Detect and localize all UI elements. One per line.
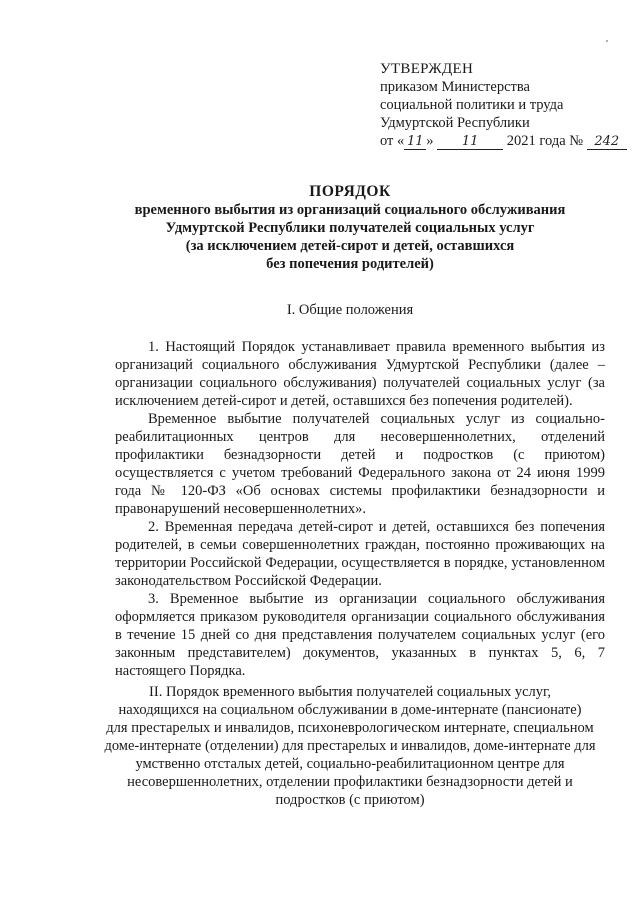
date-month: 11 xyxy=(437,134,503,150)
title-line-3: (за исключением детей-сирот и детей, оставшихся xyxy=(185,238,515,254)
section-2-line-4: доме-интернате (отделении) для престарелых и инвалидов, доме-интернате для xyxy=(104,738,596,754)
section-1-heading: I. Общие положения xyxy=(286,302,414,318)
order-number: 242 xyxy=(587,134,627,150)
paragraph-3: 3. Временное выбытие из организации социального обслуживания оформляется приказом руководителя организации социального обслуживания в течение 15 дней со дня представления получателем социальных услуг (его законным представителем) документов, указанных в пунктах 5, 6, 7 настоящего Порядка. xyxy=(115,591,605,679)
section-2-line-3: для престарелых и инвалидов, психоневрологическом интернате, специальном xyxy=(106,720,594,736)
section-2-line-6: несовершеннолетних, отделении профилактики безнадзорности детей и xyxy=(127,774,573,790)
scan-speck xyxy=(606,40,608,42)
paragraph-2: 2. Временная передача детей-сирот и детей, оставшихся без попечения родителей, в семьи совершеннолетних граждан, постоянно проживающих на территории Российской Федерации, осуществляется в порядке, установленном законодательством Российской Федерации. xyxy=(115,519,605,589)
approval-line-3: Удмуртской Республики xyxy=(380,115,530,131)
title-line-4: без попечения родителей) xyxy=(266,256,434,272)
date-prefix: от « xyxy=(380,133,405,149)
title-line-2: Удмуртской Республики получателей социальных услуг xyxy=(165,220,535,236)
section-2-line-2: находящихся на социальном обслуживании в доме-интернате (пансионате) xyxy=(118,702,582,718)
approval-line-1: приказом Министерства xyxy=(380,79,530,95)
document-title xyxy=(100,183,600,273)
date-day: 11 xyxy=(404,134,426,150)
approval-date-line xyxy=(380,132,627,150)
approval-heading: УТВЕРЖДЕН xyxy=(380,61,474,77)
section-2-line-7: подростков (с приютом) xyxy=(275,792,425,808)
section-1-body xyxy=(115,338,605,680)
title-main: ПОРЯДОК xyxy=(309,183,391,200)
title-line-1: временного выбытия из организаций социального обслуживания xyxy=(134,202,566,218)
section-2-line-1: II. Порядок временного выбытия получателей социальных услуг, xyxy=(149,684,551,700)
approval-stamp xyxy=(380,60,627,150)
section-2-line-5: умственно отсталых детей, социально-реабилитационном центре для xyxy=(135,756,565,772)
date-year: 2021 года № xyxy=(506,133,584,149)
date-sep: » xyxy=(426,133,434,149)
paragraph-1: 1. Настоящий Порядок устанавливает правила временного выбытия из организаций социального обслуживания Удмуртской Республики (далее – организации социального обслуживания) получателей социальных услуг (за исключением детей-сирот и детей, оставшихся без попечения родителей). xyxy=(115,339,605,409)
paragraph-1-2: Временное выбытие получателей социальных услуг из социально-реабилитационных центров для несовершеннолетних, отделений профилактики безнадзорности детей и подростков (с приютом) осуществляется с учетом требований Федерального закона от 24 июня 1999 года № 120-ФЗ «Об основах системы профилактики безнадзорности и правонарушений несовершеннолетних». xyxy=(115,411,605,517)
approval-line-2: социальной политики и труда xyxy=(380,97,564,113)
section-2-heading xyxy=(100,683,600,809)
